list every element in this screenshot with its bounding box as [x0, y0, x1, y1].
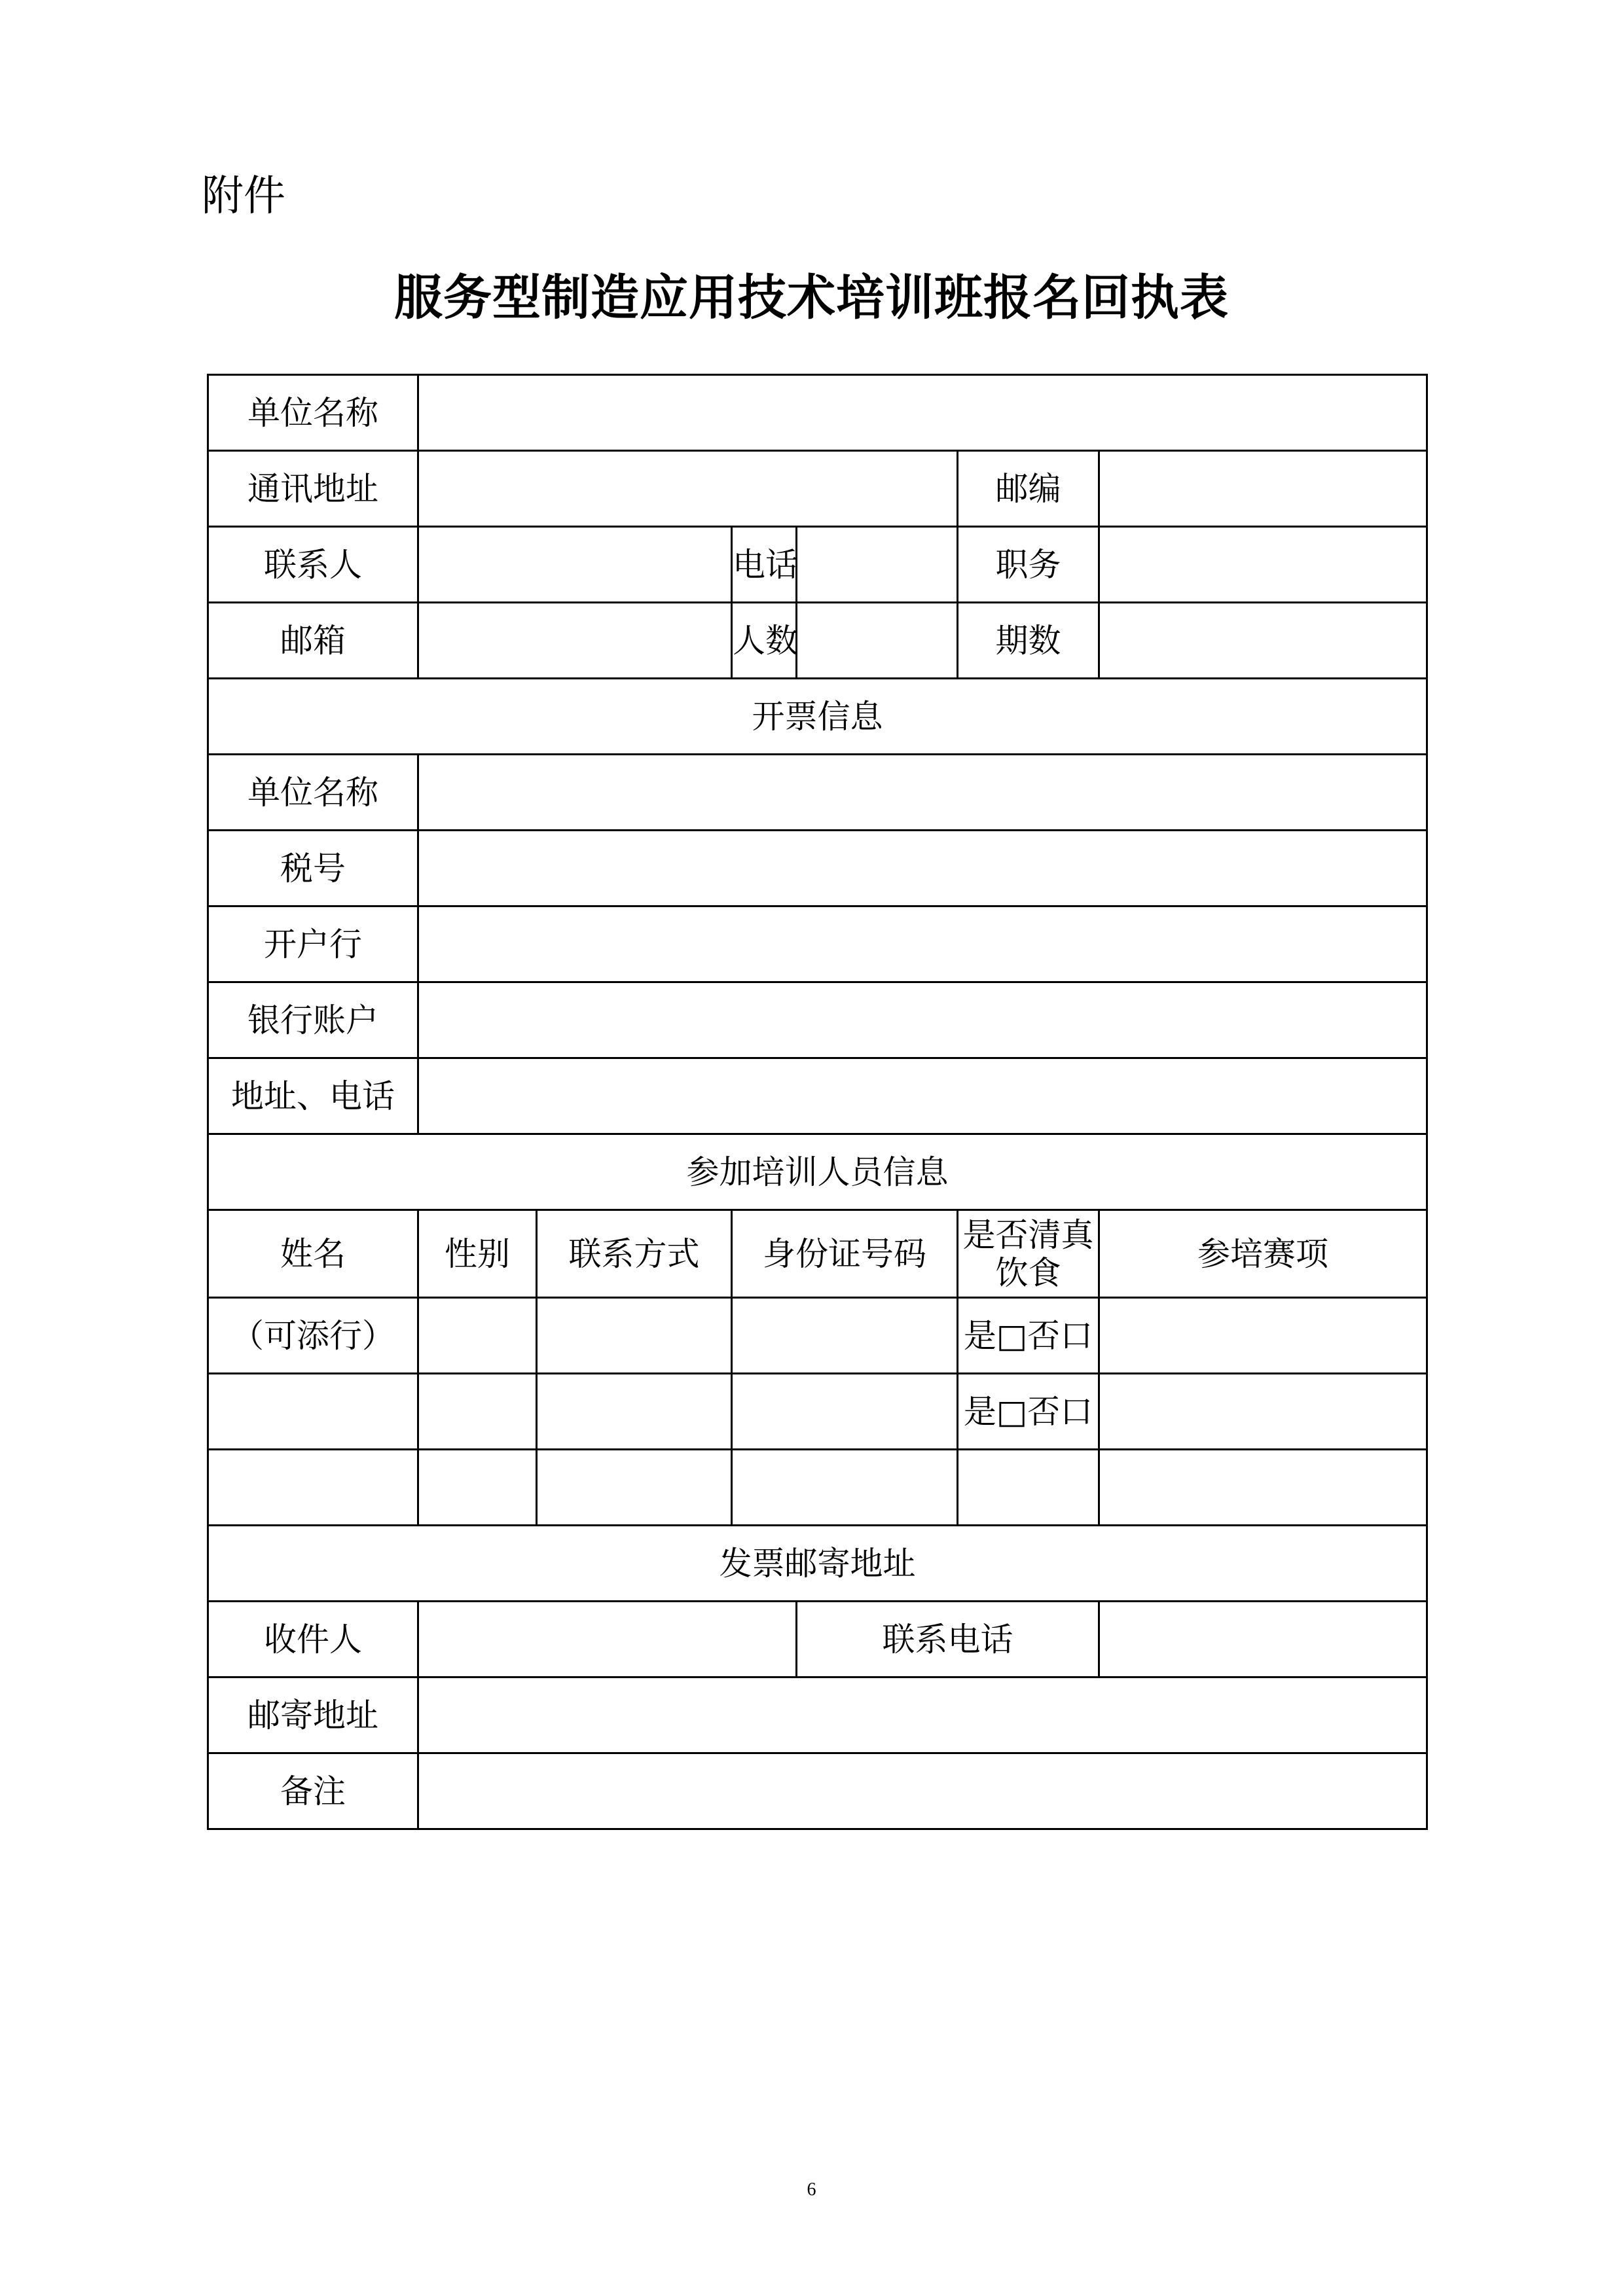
participant-event-cell[interactable]: [1099, 1450, 1427, 1526]
participant-gender-cell[interactable]: [418, 1374, 537, 1450]
participant-name-cell[interactable]: [208, 1374, 418, 1450]
participant-gender-cell[interactable]: [418, 1298, 537, 1374]
address-label: 通讯地址: [208, 451, 418, 527]
position-field[interactable]: [1099, 527, 1427, 603]
col-halal-header: [958, 1210, 1099, 1298]
contact-label: 联系人: [208, 527, 418, 603]
participants-section-header: 参加培训人员信息: [208, 1134, 1427, 1210]
col-halal-line1: 是否清真: [962, 1215, 1094, 1254]
participant-id-cell[interactable]: [732, 1298, 958, 1374]
participant-name-cell[interactable]: [208, 1450, 418, 1526]
participant-gender-cell[interactable]: [418, 1450, 537, 1526]
count-label: 人数: [732, 603, 797, 679]
bank-field[interactable]: [418, 906, 1427, 982]
mail-address-field[interactable]: [418, 1677, 1427, 1753]
participant-event-cell[interactable]: [1099, 1374, 1427, 1450]
unit-name-label: 单位名称: [208, 375, 418, 451]
count-field[interactable]: [797, 603, 958, 679]
address-field[interactable]: [418, 451, 958, 527]
unit-name-field[interactable]: [418, 375, 1427, 451]
session-label: 期数: [958, 603, 1099, 679]
contact-phone-label: 联系电话: [797, 1602, 1099, 1677]
account-field[interactable]: [418, 982, 1427, 1058]
participant-event-cell[interactable]: [1099, 1298, 1427, 1374]
add-row-note: （可添行）: [208, 1298, 418, 1374]
mailing-section-header: 发票邮寄地址: [208, 1526, 1427, 1602]
halal-choice-checkbox[interactable]: 是□否口: [958, 1374, 1099, 1450]
phone-label: 电话: [732, 527, 797, 603]
email-field[interactable]: [418, 603, 732, 679]
bank-label: 开户行: [208, 906, 418, 982]
participant-id-cell[interactable]: [732, 1374, 958, 1450]
tax-no-field[interactable]: [418, 831, 1427, 906]
invoice-unit-name-field[interactable]: [418, 755, 1427, 831]
col-name-header: 姓名: [208, 1210, 418, 1298]
postcode-label: 邮编: [958, 451, 1099, 527]
attachment-label: 附件: [202, 172, 285, 221]
halal-choice-checkbox[interactable]: 是□否口: [958, 1298, 1099, 1374]
addr-phone-label: 地址、电话: [208, 1058, 418, 1134]
contact-field[interactable]: [418, 527, 732, 603]
email-label: 邮箱: [208, 603, 418, 679]
participant-contact-cell[interactable]: [537, 1450, 732, 1526]
session-field[interactable]: [1099, 603, 1427, 679]
mail-address-label: 邮寄地址: [208, 1677, 418, 1753]
invoice-unit-name-label: 单位名称: [208, 755, 418, 831]
recipient-label: 收件人: [208, 1602, 418, 1677]
page-number: 6: [807, 2179, 816, 2200]
col-event-header: 参培赛项: [1099, 1210, 1427, 1298]
tax-no-label: 税号: [208, 831, 418, 906]
registration-form-table: [207, 374, 1428, 1830]
remarks-label: 备注: [208, 1753, 418, 1829]
participant-contact-cell[interactable]: [537, 1298, 732, 1374]
account-label: 银行账户: [208, 982, 418, 1058]
col-id-header: 身份证号码: [732, 1210, 958, 1298]
invoice-section-header: 开票信息: [208, 679, 1427, 755]
contact-phone-field[interactable]: [1099, 1602, 1427, 1677]
halal-choice-cell[interactable]: [958, 1450, 1099, 1526]
recipient-field[interactable]: [418, 1602, 797, 1677]
position-label: 职务: [958, 527, 1099, 603]
col-gender-header: 性别: [418, 1210, 537, 1298]
col-halal-line2: 饮食: [995, 1253, 1061, 1292]
col-contact-header: 联系方式: [537, 1210, 732, 1298]
phone-field[interactable]: [797, 527, 958, 603]
participant-id-cell[interactable]: [732, 1450, 958, 1526]
addr-phone-field[interactable]: [418, 1058, 1427, 1134]
postcode-field[interactable]: [1099, 451, 1427, 527]
participant-contact-cell[interactable]: [537, 1374, 732, 1450]
remarks-field[interactable]: [418, 1753, 1427, 1829]
form-title: 服务型制造应用技术培训班报名回执表: [394, 270, 1229, 326]
